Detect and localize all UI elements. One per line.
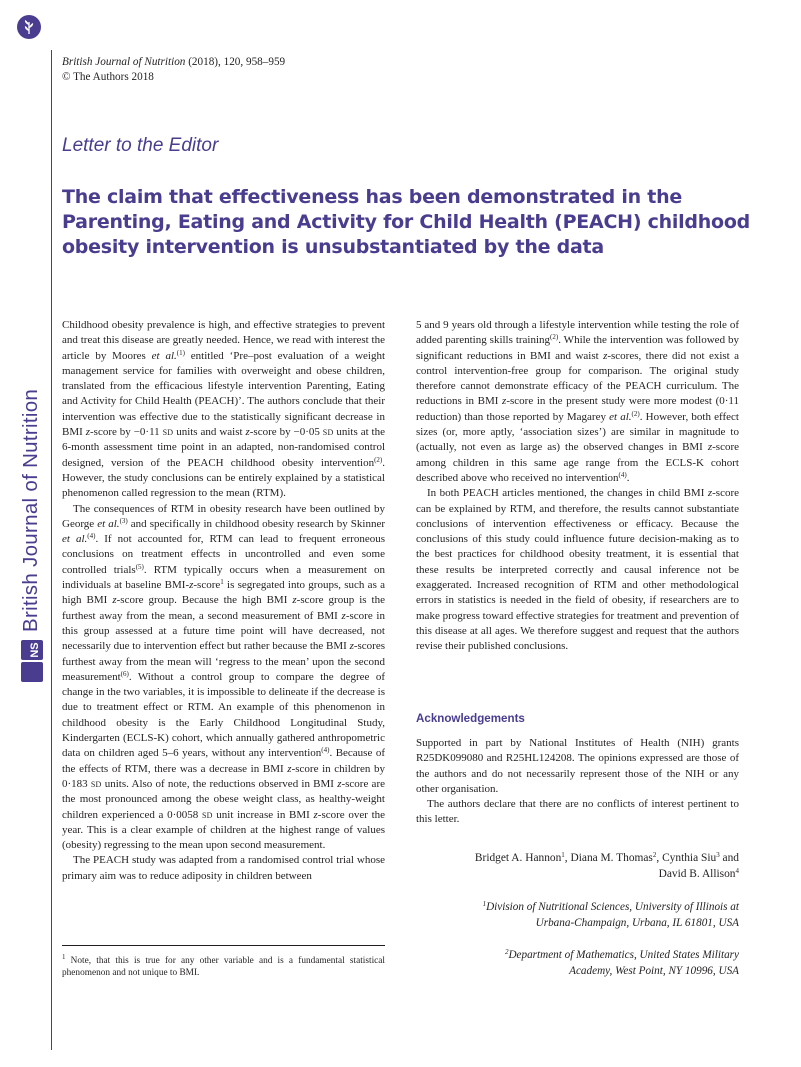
author: David B. Allison [658, 868, 736, 880]
acknowledgements-heading: Acknowledgements [416, 712, 525, 725]
footnote-marker: 1 [220, 578, 224, 587]
acknowledgements-body [416, 736, 739, 828]
author: Cynthia Siu [662, 852, 717, 864]
sidebar-journal-name: British Journal of Nutrition [19, 388, 42, 632]
cambridge-logo-icon [17, 15, 41, 39]
paragraph: The authors declare that there are no conflicts of interest pertinent to this letter. [416, 798, 739, 826]
journal-name: British Journal of Nutrition [62, 56, 186, 68]
paragraph: 5 and 9 years old through a lifestyle intervention while testing the role of added parenting skills training$^{(2)}$. While the intervention was followed by significant reductions in BMI and waist z-scores, there did not exist a control intervention-free group for comparison. The original study therefore cannot demonstrate efficacy of the PEACH curriculum. The reductions in BMI z-score in the present study were more modest (0·11 reduction) than those reported by Magarey et al.$^{(2)}$. However, both effect sizes (or, more aptly, ‘association sizes’) are similar in magnitude to (actually, not even as large as) the observed changes in BMI z-score among children in this same age range from the ECLS-K cohort described above who received no intervention$^{(4)}$. [416, 319, 739, 484]
author: Diana M. Thomas [570, 852, 653, 864]
footnote-rule [62, 945, 385, 946]
paragraph: Childhood obesity prevalence is high, and effective strategies to prevent and treat this disease are greatly needed. Hence, we read with interest the article by Moores et al.$^{(1)}$ entitled ‘Pre–post evaluation of a weight management service for families with overweight and obese children, translated from the efficacious lifestyle intervention Parenting, Eating and Activity for Child Health (PEACH)’. The authors conclude that their intervention was effective due to the statistically significant decrease in BMI z-score by −0·11 SD units and waist z-score by −0·05 SD units at the 6-month assessment time point in an adapted, non-randomised control designed, version of the PEACH childhood obesity intervention$^{(2)}$. However, the study conclusions can be entirely explained by a statistical phenomenon called regression to the mean (RTM). [62, 319, 386, 500]
paragraph: The PEACH study was adapted from a randomised control trial whose primary aim was to reduce adiposity in children between [62, 854, 385, 882]
body-column-left [62, 318, 385, 884]
footnote: $^1$ Note, that this is true for any other variable and is a fundamental statistical phenomenon and not unique to BMI. [62, 953, 385, 978]
article-title: The claim that effectiveness has been demonstrated in the Parenting, Eating and Activity for Child Health (PEACH) childhood obesity intervention is unsubstantiated by the data [62, 186, 751, 258]
copyright: © The Authors 2018 [62, 71, 154, 83]
paragraph: In both PEACH articles mentioned, the changes in child BMI z-score can be explained by RTM, and therefore, the results cannot substantiate conclusions of intervention effectiveness or efficacy. Because the conclusions of this study could influence future decision-making as to the best practices for childhood obesity treatment, it is essential that these results be interpreted correctly and causal inference not be exaggerated. Increased recognition of RTM and other methodological errors in statistics is needed in the field of obesity, if researchers are to make progress toward effective strategies for treatment and prevention of this disease at all ages. We therefore suggest and request that the authors revise their published conclusions. [416, 487, 739, 653]
nutrition-society-logo [19, 638, 45, 689]
section-label: Letter to the Editor [62, 135, 219, 156]
author: Bridget A. Hannon [474, 852, 562, 864]
body-column-right [416, 318, 739, 655]
affiliation: $^1$Division of Nutritional Sciences, University of Illinois at Urbana-Champaign, Urbana, IL 61801, USA [482, 900, 739, 929]
paragraph: The consequences of RTM in obesity research have been outlined by George et al.$^{(3)}$ and specifically in childhood obesity research by Skinner et al.$^{(4)}$. If not accounted for, RTM can lead to frequent erroneous conclusions on treatment effects in uncontrolled and even some controlled trials$^{(5)}$. RTM typically occurs when a measurement on individuals at baseline BMI-z-score$^1$ is segregated into groups, such as a high BMI z-score group. Because the high BMI z-score group is the furthest away from the mean, a second measurement of BMI z-score in this group assessed at a future time point will have decreased, not necessarily due to intervention effect but rather because the BMI z-scores furthest away from the mean will ‘regress to the mean’ upon the second measurement$^{(6)}$. Without a control group to compare the degree of change in the two variables, it is impossible to delineate if the decrease is due to treatment effect or RTM. An example of this phenomenon in childhood obesity is the Early Childhood Longitudinal Study, Kindergarten (ECLS-K) cohort, which annually gathered anthropometric data on children aged 5–6 years, without any intervention$^{(4)}$. Because of the effects of RTM, there was a decrease in BMI z-score in children by 0·183 SD units. Also of note, the reductions observed in BMI z-score are the most pronounced among the obese weight class, as healthy-weight children experienced a 0·0058 SD unit increase in BMI z-score over the year. This is a clear example of children at the highest range of values (obesity) regressing to the mean upon second measurement. [62, 502, 386, 852]
citation-details: (2018), 120, 958–959 [185, 56, 286, 68]
author-list: Bridget A. Hannon$^1$, Diana M. Thomas$^2$, Cynthia Siu$^3$ and David B. Allison$^4$ [474, 851, 739, 880]
affiliation: $^2$Department of Mathematics, United States Military Academy, West Point, NY 10996, USA [504, 948, 739, 977]
logo-text: NS [29, 642, 41, 658]
journal-citation [62, 55, 285, 85]
margin-rule [51, 50, 52, 1050]
paragraph: Supported in part by National Institutes of Health (NIH) grants R25DK099080 and R25HL124208. The opinions expressed are those of the authors and do not necessarily represent those of the NIH or any other organisation. [416, 737, 739, 795]
